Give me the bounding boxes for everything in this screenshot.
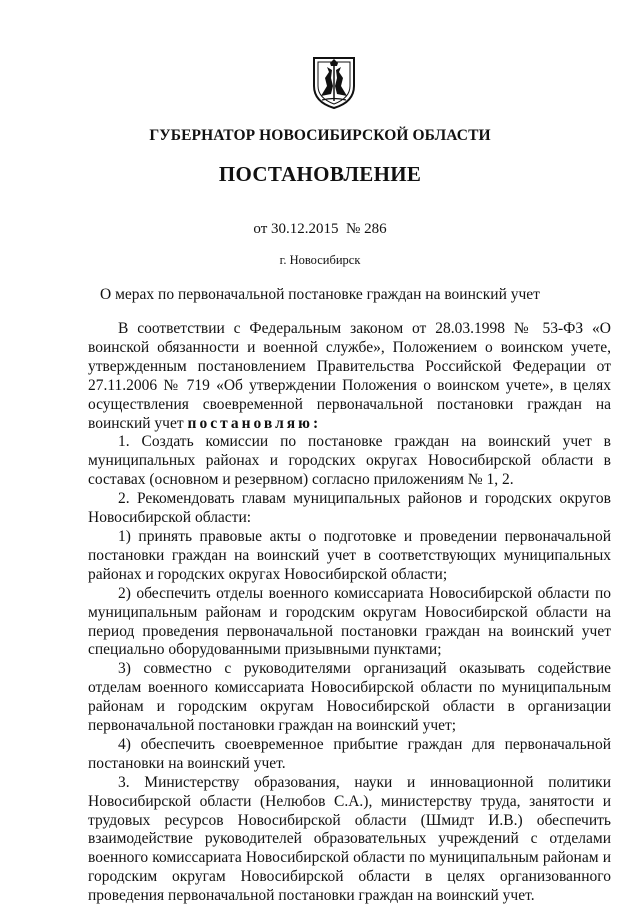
preamble-text: В соответствии с Федеральным законом от 28.03.1998 № 53-ФЗ «О воинской обязанности и военной службе», Положением о воинском учете, утвержденным постановлением Правительства Российской Федерации от 27.11.2006 № 719 «Об утверждении Положения о воинском учете», в целях осуществления своевременной первоначальной постановки граждан на воинский учет — [88, 320, 611, 432]
document-subject: О мерах по первоначальной постановке граждан на воинский учет — [100, 286, 540, 303]
preamble-paragraph — [88, 320, 611, 433]
novosibirsk-coat-of-arms-icon — [311, 56, 357, 110]
date-and-number: от 30.12.2015 № 286 — [253, 221, 387, 237]
item-2-2-paragraph: 2) обеспечить отделы военного комиссариата Новосибирской области по муниципальным районам и городским округам Новосибирской области на период проведения первоначальной постановки граждан на воинский учет специально оборудованными призывными пунктами; — [88, 584, 611, 659]
item-2-paragraph: 2. Рекомендовать главам муниципальных районов и городских округов Новосибирской области: — [88, 490, 611, 527]
resolve-colon: : — [313, 414, 319, 432]
resolve-word: постановляю — [187, 414, 314, 432]
item-3-paragraph: 3. Министерству образования, науки и инновационной политики Новосибирской области (Нелюбов С.А.), министерству труда, занятости и трудовых ресурсов Новосибирской области (Шмидт И.В.) обеспечить взаимодействие руководителей образовательных учреждений с отделами военного комиссариата Новосибирской области по муниципальным районам и городским округам Новосибирской области в целях организованного проведения первоначальной постановки граждан на воинский учет. — [88, 773, 611, 905]
issuing-authority: ГУБЕРНАТОР НОВОСИБИРСКОЙ ОБЛАСТИ — [149, 127, 491, 144]
item-1-paragraph: 1. Создать комиссии по постановке граждан на воинский учет в муниципальных районах и городских округах Новосибирской области в составах (основном и резервном) согласно приложениям № 1, 2. — [88, 433, 611, 489]
city-of-issue: г. Новосибирск — [279, 253, 361, 267]
item-2-4-paragraph: 4) обеспечить своевременное прибытие граждан для первоначальной постановки на воинский учет. — [88, 735, 611, 772]
document-type-title: ПОСТАНОВЛЕНИЕ — [218, 162, 422, 186]
item-2-1-paragraph: 1) принять правовые акты о подготовке и проведении первоначальной постановки граждан на воинский учет в соответствующих муниципальных районах и городских округах Новосибирской области; — [88, 527, 611, 583]
document-body — [88, 320, 611, 906]
item-2-3-paragraph: 3) совместно с руководителями организаций оказывать содействие отделам военного комиссариата Новосибирской области по муниципальным районам и городским округам Новосибирской области в организации первоначальной постановки граждан на воинский учет; — [88, 660, 611, 735]
